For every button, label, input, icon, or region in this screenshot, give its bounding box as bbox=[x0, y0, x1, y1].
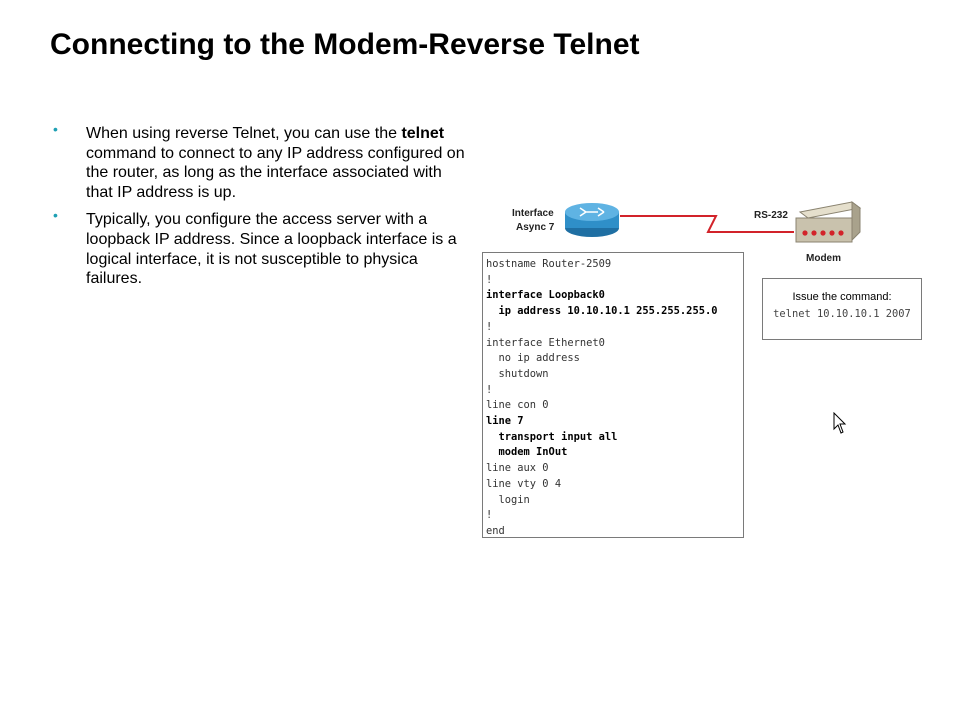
bullet-text-post: command to connect to any IP address configured on the router, as long as the interface associated with that IP address is up. bbox=[86, 144, 465, 201]
command-label: Issue the command: bbox=[792, 291, 892, 303]
config-line: line vty 0 4 bbox=[486, 477, 562, 490]
bullet-dot-icon: • bbox=[53, 207, 58, 224]
config-line: interface Ethernet0 bbox=[486, 336, 605, 349]
bullet-item-loopback bbox=[50, 207, 470, 288]
telnet-keyword: telnet bbox=[401, 125, 445, 142]
slide-title: Connecting to the Modem-Reverse Telnet bbox=[50, 28, 640, 61]
config-line: login bbox=[486, 493, 530, 506]
config-line: no ip address bbox=[486, 352, 580, 365]
config-line: transport input all bbox=[486, 430, 618, 443]
bullet-text: Typically, you configure the access server with a loopback IP address. Since a loopback interface is a logical interface, it is not susceptible to physica failures. bbox=[86, 211, 457, 288]
bullet-list bbox=[50, 121, 470, 297]
interface-label: Interface bbox=[512, 208, 554, 219]
command-callout bbox=[762, 278, 922, 340]
config-line: end bbox=[486, 524, 505, 537]
bullet-dot-icon: • bbox=[53, 121, 58, 137]
config-line: ! bbox=[486, 383, 493, 396]
config-line: shutdown bbox=[486, 367, 549, 380]
cursor-icon bbox=[833, 412, 847, 436]
router-icon bbox=[565, 203, 619, 237]
config-line: line con 0 bbox=[486, 399, 549, 412]
router-config-box bbox=[482, 252, 744, 538]
rs232-label: RS-232 bbox=[754, 210, 788, 221]
config-line: ! bbox=[486, 320, 493, 333]
bullet-text-pre: When using reverse Telnet, you can use the bbox=[86, 125, 402, 142]
async-label: Async 7 bbox=[516, 222, 555, 233]
config-line: ip address 10.10.10.1 255.255.255.0 bbox=[486, 305, 718, 318]
config-line: interface Loopback0 bbox=[486, 289, 605, 302]
config-line: hostname Router-2509 bbox=[486, 258, 612, 270]
modem-icon bbox=[796, 202, 860, 242]
config-line: line aux 0 bbox=[486, 462, 549, 475]
config-line: line 7 bbox=[486, 415, 524, 428]
bullet-text bbox=[86, 125, 465, 201]
config-line: ! bbox=[486, 273, 493, 286]
telnet-command: telnet 10.10.10.1 2007 bbox=[773, 308, 911, 320]
bullet-item-reverse-telnet bbox=[50, 121, 470, 202]
config-line: ! bbox=[486, 509, 493, 522]
config-line: modem InOut bbox=[486, 446, 568, 459]
modem-label: Modem bbox=[806, 253, 841, 264]
